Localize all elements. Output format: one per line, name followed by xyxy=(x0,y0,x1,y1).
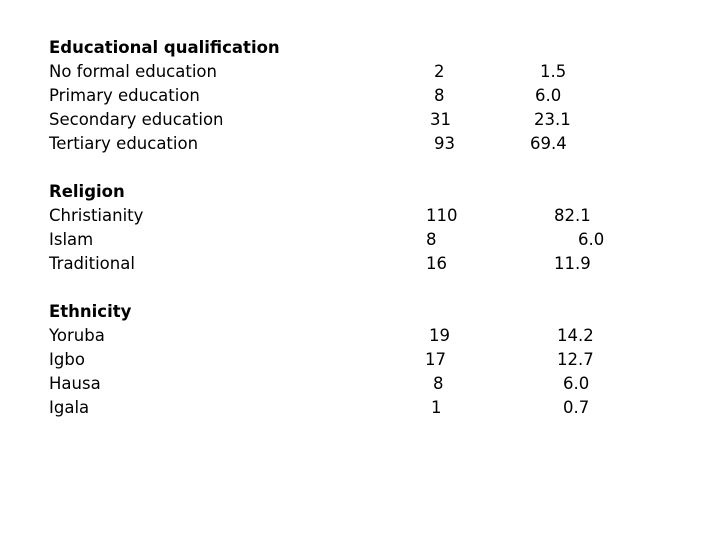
row-count: 16 xyxy=(426,254,447,273)
row-label: Tertiary education xyxy=(49,134,199,153)
row-label: Igala xyxy=(49,398,90,417)
row-percent: 6.0 xyxy=(578,230,605,249)
row-label: Igbo xyxy=(49,350,85,369)
row-percent: 0.7 xyxy=(563,398,590,417)
row-percent: 1.5 xyxy=(540,62,567,81)
row-percent: 6.0 xyxy=(535,86,562,105)
section-heading-education: Educational qualification xyxy=(49,38,280,57)
row-count: 19 xyxy=(429,326,450,345)
row-percent: 69.4 xyxy=(530,134,567,153)
row-percent: 82.1 xyxy=(554,206,591,225)
row-label: No formal education xyxy=(49,62,217,81)
row-count: 1 xyxy=(431,398,442,417)
row-label: Yoruba xyxy=(49,326,105,345)
row-count: 2 xyxy=(434,62,445,81)
row-label: Islam xyxy=(49,230,94,249)
row-count: 110 xyxy=(426,206,458,225)
row-count: 17 xyxy=(425,350,446,369)
section-heading-religion: Religion xyxy=(49,182,125,201)
row-label: Primary education xyxy=(49,86,200,105)
row-percent: 14.2 xyxy=(557,326,594,345)
row-count: 8 xyxy=(426,230,437,249)
row-percent: 12.7 xyxy=(557,350,594,369)
row-percent: 6.0 xyxy=(563,374,590,393)
row-label: Christianity xyxy=(49,206,144,225)
row-count: 8 xyxy=(434,86,445,105)
row-label: Traditional xyxy=(49,254,135,273)
row-count: 93 xyxy=(434,134,455,153)
row-percent: 11.9 xyxy=(554,254,591,273)
row-count: 31 xyxy=(430,110,451,129)
row-percent: 23.1 xyxy=(534,110,571,129)
section-heading-ethnicity: Ethnicity xyxy=(49,302,132,321)
row-count: 8 xyxy=(433,374,444,393)
row-label: Hausa xyxy=(49,374,101,393)
row-label: Secondary education xyxy=(49,110,224,129)
